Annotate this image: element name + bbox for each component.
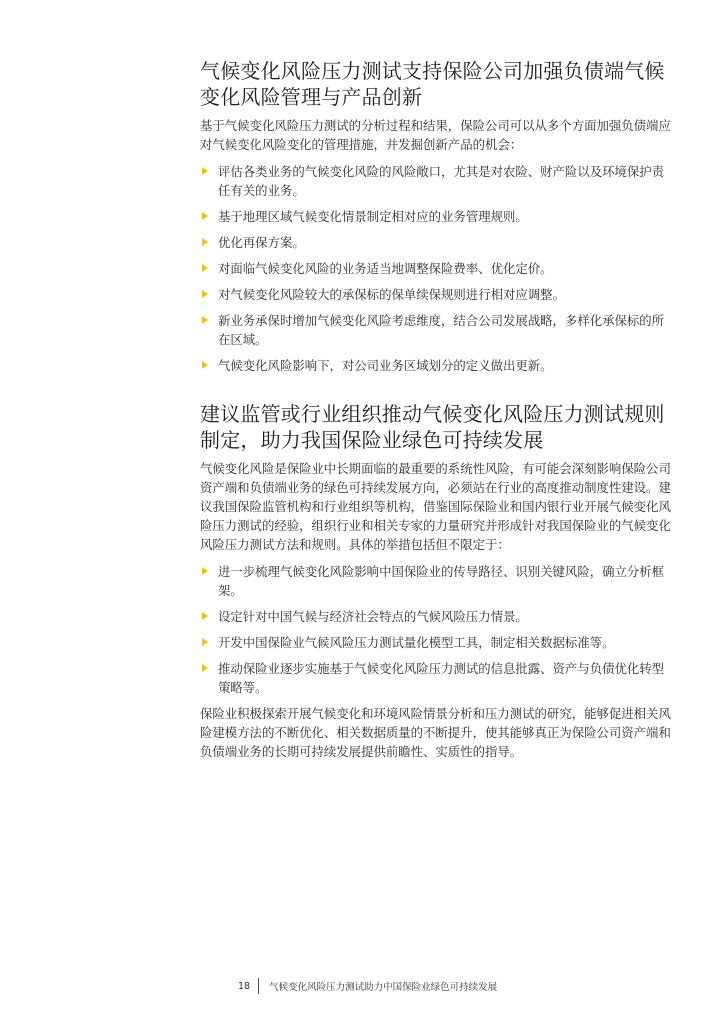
main-content [200, 58, 672, 769]
list-item: 开发中国保险业气候风险压力测试量化模型工具，制定相关数据标准等。 [200, 633, 672, 652]
triangle-bullet-icon [202, 361, 208, 369]
section-closing: 保险业积极探索开展气候变化和环境风险情景分析和压力测试的研究，能够促进相关风险建模方法的不断优化、相关数据质量的不断提升，使其能够真正为保险公司资产端和负债端业务的长期可持续发展提供前瞻性、实质性的指导。 [200, 706, 671, 759]
list-item: 新业务承保时增加气候变化风险考虑维度，结合公司发展战略，多样化承保标的所在区域。 [200, 311, 672, 349]
triangle-bullet-icon [202, 290, 208, 298]
triangle-bullet-icon [202, 212, 208, 220]
section-intro: 基于气候变化风险压力测试的分析过程和结果，保险公司可以从多个方面加强负债端应对气候变化风险变化的管理措施，并发掘创新产品的机会： [200, 118, 671, 152]
section-regulatory-recommendation [200, 401, 672, 761]
triangle-bullet-icon [202, 316, 208, 324]
list-item: 推动保险业逐步实施基于气候变化风险压力测试的信息批露、资产与负债优化转型策略等。 [200, 659, 672, 697]
page-number: 18 [238, 980, 251, 992]
section-intro: 气候变化风险是保险业中长期面临的最重要的系统性风险，有可能会深刻影响保险公司资产端和负债端业务的绿色可持续发展方向，必须站在行业的高度推动制度性建设。建议我国保险监管机构和行业组织等机构，借鉴国际保险业和国内银行业开展气候变化风险压力测试的经验，组织行业和相关专家的力量研究并形成针对我国保险业的气候变化风险压力测试方法和规则。具体的举措包括但不限定于： [200, 461, 671, 552]
list-item: 气候变化风险影响下，对公司业务区域划分的定义做出更新。 [200, 356, 672, 375]
list-item: 对气候变化风险较大的承保标的保单续保规则进行相对应调整。 [200, 285, 672, 304]
page-footer [238, 977, 497, 995]
list-item: 基于地理区域气候变化情景制定相对应的业务管理规则。 [200, 207, 672, 226]
list-item: 优化再保方案。 [200, 233, 672, 252]
list-item: 进一步梳理气候变化风险影响中国保险业的传导路径、识别关键风险，确立分析框架。 [200, 562, 672, 600]
footer-divider [258, 978, 259, 994]
list-item: 评估各类业务的气候变化风险的风险敞口，尤其是对农险、财产险以及环境保护责任有关的业务。 [200, 162, 672, 200]
section-climate-stress-test-liability [200, 58, 672, 375]
list-item: 设定针对中国气候与经济社会特点的气候风险压力情景。 [200, 607, 672, 626]
triangle-bullet-icon [202, 638, 208, 646]
triangle-bullet-icon [202, 567, 208, 575]
triangle-bullet-icon [202, 238, 208, 246]
section-title: 气候变化风险压力测试支持保险公司加强负债端气候变化风险管理与产品创新 [200, 59, 665, 109]
bullet-list [200, 162, 672, 375]
section-title: 建议监管或行业组织推动气候变化风险压力测试规则制定，助力我国保险业绿色可持续发展 [200, 402, 665, 452]
triangle-bullet-icon [202, 664, 208, 672]
triangle-bullet-icon [202, 264, 208, 272]
footer-title: 气候变化风险压力测试助力中国保险业绿色可持续发展 [269, 982, 498, 993]
triangle-bullet-icon [202, 167, 208, 175]
bullet-list [200, 562, 672, 697]
list-item: 对面临气候变化风险的业务适当地调整保险费率、优化定价。 [200, 259, 672, 278]
triangle-bullet-icon [202, 612, 208, 620]
